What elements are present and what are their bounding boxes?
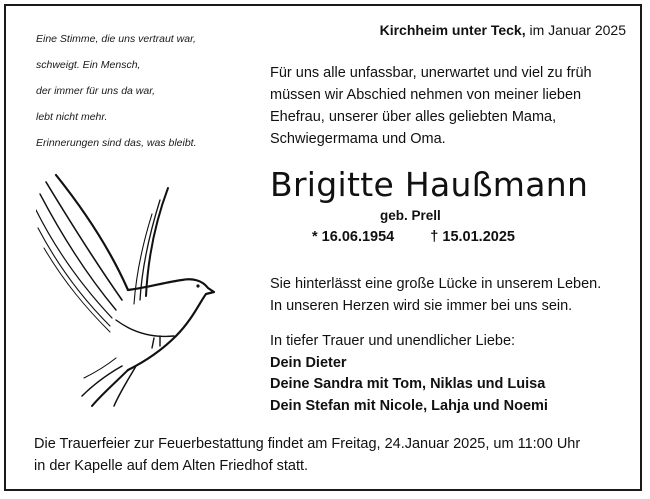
place-and-date [330, 22, 626, 38]
maiden-name: geb. Prell [380, 208, 441, 223]
death-date: † 15.01.2025 [430, 229, 515, 245]
city: Kirchheim unter Teck, [379, 22, 526, 38]
intro-line: Für uns alle unfassbar, unerwartet und viel zu früh [270, 65, 592, 81]
mourner-name: Dein Dieter [270, 354, 347, 371]
message-text [270, 273, 630, 317]
poem-line: Erinnerungen sind das, was bleibt. [36, 137, 197, 149]
funeral-line: Die Trauerfeier zur Feuerbestattung findet am Freitag, 24.Januar 2025, um 11:00 Uhr [34, 436, 581, 452]
message-line: In unseren Herzen wird sie immer bei uns sein. [270, 298, 573, 314]
deceased-name: Brigitte Haußmann [270, 165, 589, 204]
poem-line: schweigt. Ein Mensch, [36, 59, 141, 71]
mourner-name: Deine Sandra mit Tom, Niklas und Luisa [270, 376, 546, 392]
notice-date: im Januar 2025 [525, 22, 626, 38]
birth-date: * 16.06.1954 [312, 229, 395, 245]
mourner-name: Dein Stefan mit Nicole, Lahja und Noemi [270, 397, 548, 414]
dove-icon [36, 170, 226, 410]
life-dates [312, 229, 515, 245]
intro-line: Ehefrau, unserer über alles geliebten Mama, [270, 109, 557, 125]
intro-line: Schwiegermama und Oma. [270, 131, 446, 147]
mourners-intro: In tiefer Trauer und unendlicher Liebe: [270, 333, 516, 349]
poem [36, 26, 256, 156]
funeral-line: in der Kapelle auf dem Alten Friedhof statt. [34, 458, 309, 474]
intro-line: müssen wir Abschied nehmen von meiner lieben [270, 87, 582, 103]
mourners [270, 331, 630, 417]
message-line: Sie hinterlässt eine große Lücke in unserem Leben. [270, 276, 602, 292]
poem-line: lebt nicht mehr. [36, 111, 108, 123]
funeral-info [34, 433, 634, 477]
intro-text [270, 62, 630, 150]
poem-line: Eine Stimme, die uns vertraut war, [36, 33, 196, 45]
poem-line: der immer für uns da war, [36, 85, 156, 97]
